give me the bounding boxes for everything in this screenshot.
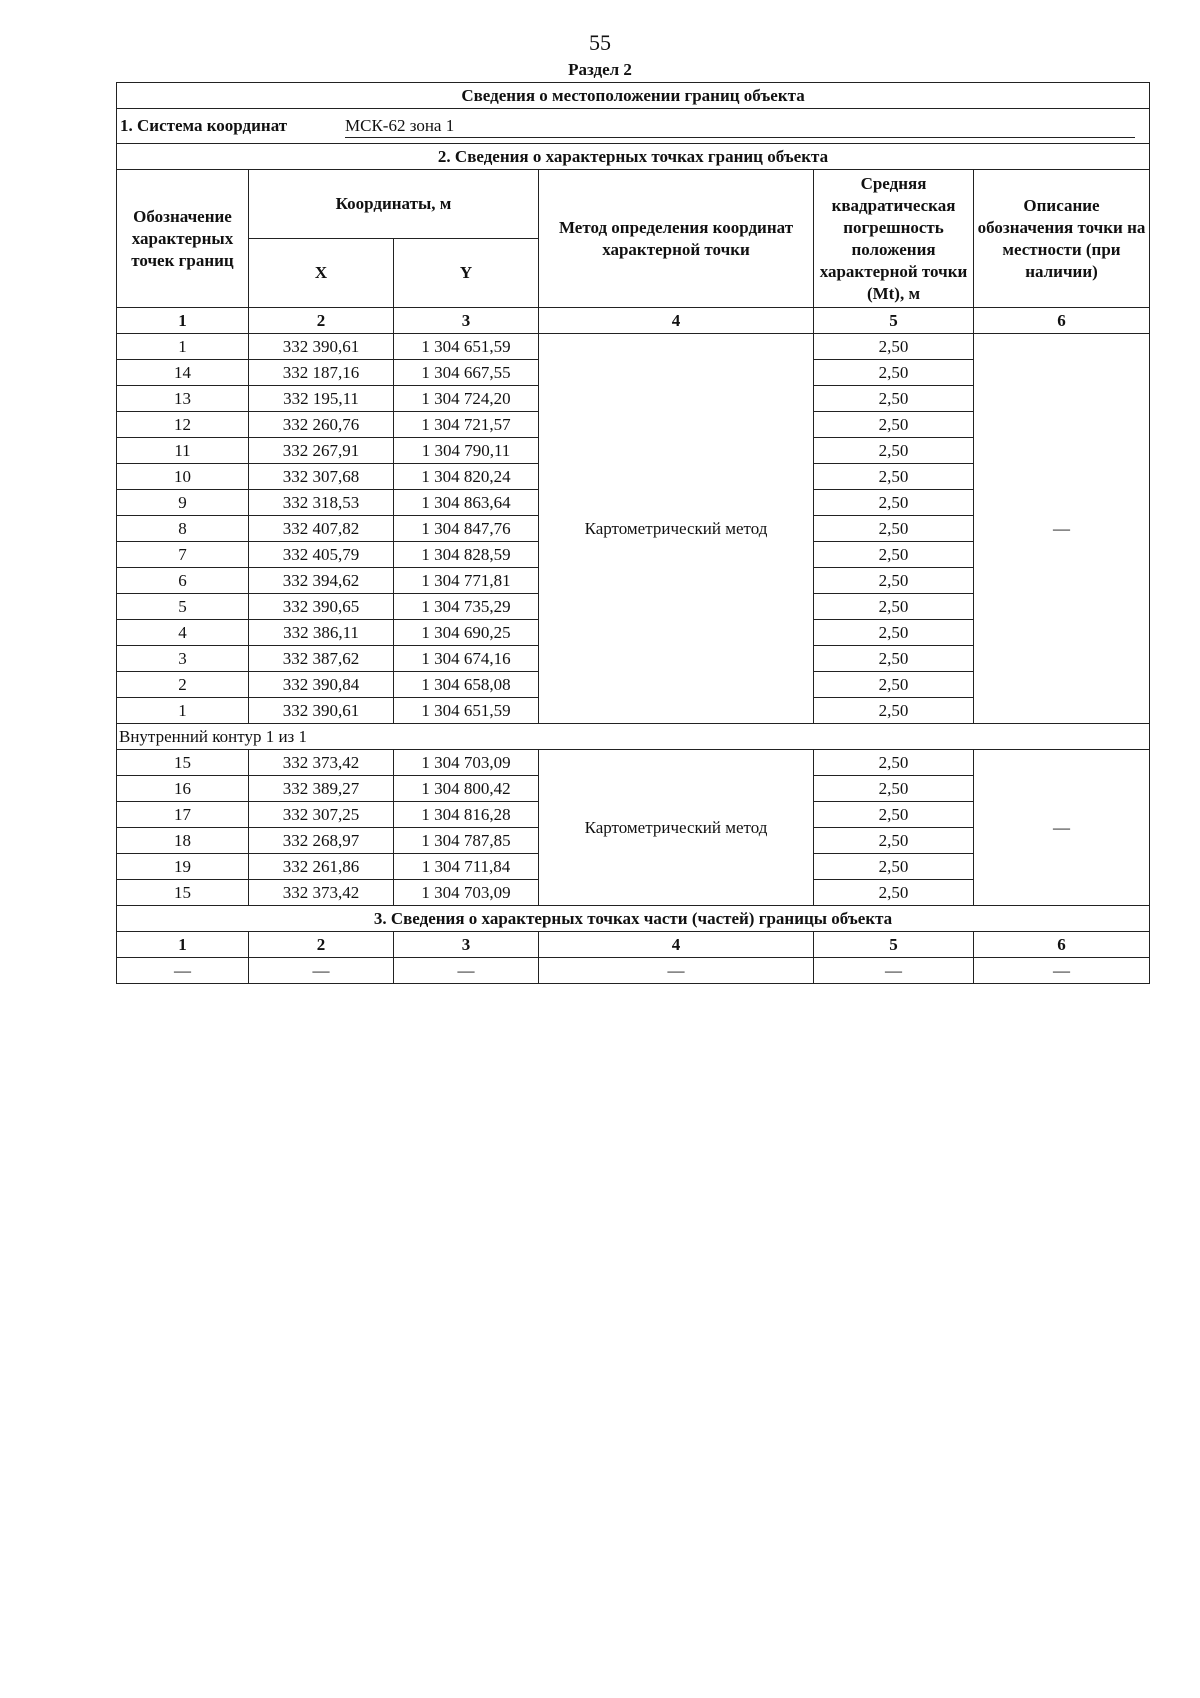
inner-contour-rows	[117, 750, 1150, 906]
point-number: 3	[117, 646, 249, 672]
point-y: 1 304 847,76	[394, 516, 539, 542]
boundary-table	[116, 82, 1150, 984]
point-accuracy: 2,50	[814, 542, 974, 568]
coordinate-system-value: МСК-62 зона 1	[345, 115, 1135, 138]
point-accuracy: 2,50	[814, 360, 974, 386]
point-number: 4	[117, 620, 249, 646]
point-x: 332 307,25	[249, 802, 394, 828]
header-x: X	[249, 239, 394, 308]
point-number: 16	[117, 776, 249, 802]
point-x: 332 187,16	[249, 360, 394, 386]
point-y: 1 304 790,11	[394, 438, 539, 464]
coordinate-system-row	[117, 109, 1150, 144]
point-number: 8	[117, 516, 249, 542]
point-accuracy: 2,50	[814, 438, 974, 464]
point-y: 1 304 651,59	[394, 698, 539, 724]
point-number: 2	[117, 672, 249, 698]
table-row	[117, 334, 1150, 360]
point-y: 1 304 651,59	[394, 334, 539, 360]
point-y: 1 304 703,09	[394, 880, 539, 906]
point-y: 1 304 863,64	[394, 490, 539, 516]
point-y: 1 304 703,09	[394, 750, 539, 776]
point-number: 9	[117, 490, 249, 516]
empty-cell: —	[539, 958, 814, 984]
point-x: 332 195,11	[249, 386, 394, 412]
point-accuracy: 2,50	[814, 594, 974, 620]
table-row	[117, 750, 1150, 776]
header-accuracy: Средняя квадратическая погрешность положения характерной точки (Mt), м	[814, 170, 974, 308]
point-y: 1 304 800,42	[394, 776, 539, 802]
column-number: 2	[249, 932, 394, 958]
empty-cell: —	[249, 958, 394, 984]
point-y: 1 304 820,24	[394, 464, 539, 490]
point-number: 10	[117, 464, 249, 490]
point-accuracy: 2,50	[814, 672, 974, 698]
point-y: 1 304 787,85	[394, 828, 539, 854]
column-number: 3	[394, 932, 539, 958]
empty-cell: —	[974, 958, 1150, 984]
header-designation: Обозначение характерных точек границ	[117, 170, 249, 308]
point-x: 332 261,86	[249, 854, 394, 880]
point-y: 1 304 721,57	[394, 412, 539, 438]
point-accuracy: 2,50	[814, 464, 974, 490]
column-number: 2	[249, 308, 394, 334]
column-number: 1	[117, 932, 249, 958]
header-method: Метод определения координат характерной точки	[539, 170, 814, 308]
point-x: 332 390,65	[249, 594, 394, 620]
parts-section-title: 3. Сведения о характерных точках части (частей) границы объекта	[117, 906, 1150, 932]
point-y: 1 304 735,29	[394, 594, 539, 620]
point-number: 11	[117, 438, 249, 464]
point-x: 332 267,91	[249, 438, 394, 464]
point-x: 332 407,82	[249, 516, 394, 542]
description-cell: —	[974, 334, 1150, 724]
point-accuracy: 2,50	[814, 854, 974, 880]
point-number: 14	[117, 360, 249, 386]
point-accuracy: 2,50	[814, 646, 974, 672]
point-x: 332 394,62	[249, 568, 394, 594]
column-number: 1	[117, 308, 249, 334]
method-cell: Картометрический метод	[539, 750, 814, 906]
point-x: 332 373,42	[249, 880, 394, 906]
point-x: 332 307,68	[249, 464, 394, 490]
header-coordinates: Координаты, м	[249, 170, 539, 239]
point-accuracy: 2,50	[814, 386, 974, 412]
point-y: 1 304 667,55	[394, 360, 539, 386]
table-title: Сведения о местоположении границ объекта	[117, 83, 1150, 109]
point-accuracy: 2,50	[814, 516, 974, 542]
point-accuracy: 2,50	[814, 490, 974, 516]
empty-cell: —	[394, 958, 539, 984]
point-accuracy: 2,50	[814, 776, 974, 802]
point-y: 1 304 828,59	[394, 542, 539, 568]
column-number: 5	[814, 308, 974, 334]
point-number: 12	[117, 412, 249, 438]
page-number: 55	[589, 30, 611, 55]
point-number: 15	[117, 750, 249, 776]
point-number: 5	[117, 594, 249, 620]
point-x: 332 390,61	[249, 334, 394, 360]
point-number: 13	[117, 386, 249, 412]
point-y: 1 304 711,84	[394, 854, 539, 880]
point-accuracy: 2,50	[814, 334, 974, 360]
point-x: 332 373,42	[249, 750, 394, 776]
empty-cell: —	[814, 958, 974, 984]
points-section-title: 2. Сведения о характерных точках границ объекта	[117, 144, 1150, 170]
method-cell: Картометрический метод	[539, 334, 814, 724]
point-y: 1 304 658,08	[394, 672, 539, 698]
column-number: 6	[974, 932, 1150, 958]
header-description: Описание обозначения точки на местности (при наличии)	[974, 170, 1150, 308]
section-title: Раздел 2	[568, 60, 632, 79]
point-x: 332 387,62	[249, 646, 394, 672]
point-x: 332 268,97	[249, 828, 394, 854]
column-number: 3	[394, 308, 539, 334]
point-accuracy: 2,50	[814, 880, 974, 906]
point-y: 1 304 816,28	[394, 802, 539, 828]
point-y: 1 304 674,16	[394, 646, 539, 672]
column-number: 6	[974, 308, 1150, 334]
outer-contour-rows	[117, 334, 1150, 724]
point-number: 19	[117, 854, 249, 880]
point-number: 15	[117, 880, 249, 906]
point-x: 332 318,53	[249, 490, 394, 516]
point-x: 332 260,76	[249, 412, 394, 438]
point-y: 1 304 690,25	[394, 620, 539, 646]
point-accuracy: 2,50	[814, 698, 974, 724]
point-number: 6	[117, 568, 249, 594]
coordinate-system-label: 1. Система координат	[120, 115, 288, 135]
header-y: Y	[394, 239, 539, 308]
description-cell: —	[974, 750, 1150, 906]
point-y: 1 304 771,81	[394, 568, 539, 594]
column-number: 5	[814, 932, 974, 958]
point-y: 1 304 724,20	[394, 386, 539, 412]
empty-cell: —	[117, 958, 249, 984]
point-x: 332 390,61	[249, 698, 394, 724]
point-number: 1	[117, 698, 249, 724]
point-x: 332 405,79	[249, 542, 394, 568]
point-accuracy: 2,50	[814, 620, 974, 646]
point-accuracy: 2,50	[814, 828, 974, 854]
point-x: 332 386,11	[249, 620, 394, 646]
point-accuracy: 2,50	[814, 750, 974, 776]
column-number: 4	[539, 308, 814, 334]
point-accuracy: 2,50	[814, 802, 974, 828]
point-number: 18	[117, 828, 249, 854]
inner-contour-label: Внутренний контур 1 из 1	[117, 724, 1150, 750]
point-number: 7	[117, 542, 249, 568]
point-accuracy: 2,50	[814, 568, 974, 594]
point-x: 332 390,84	[249, 672, 394, 698]
point-x: 332 389,27	[249, 776, 394, 802]
point-number: 1	[117, 334, 249, 360]
column-number: 4	[539, 932, 814, 958]
point-number: 17	[117, 802, 249, 828]
point-accuracy: 2,50	[814, 412, 974, 438]
